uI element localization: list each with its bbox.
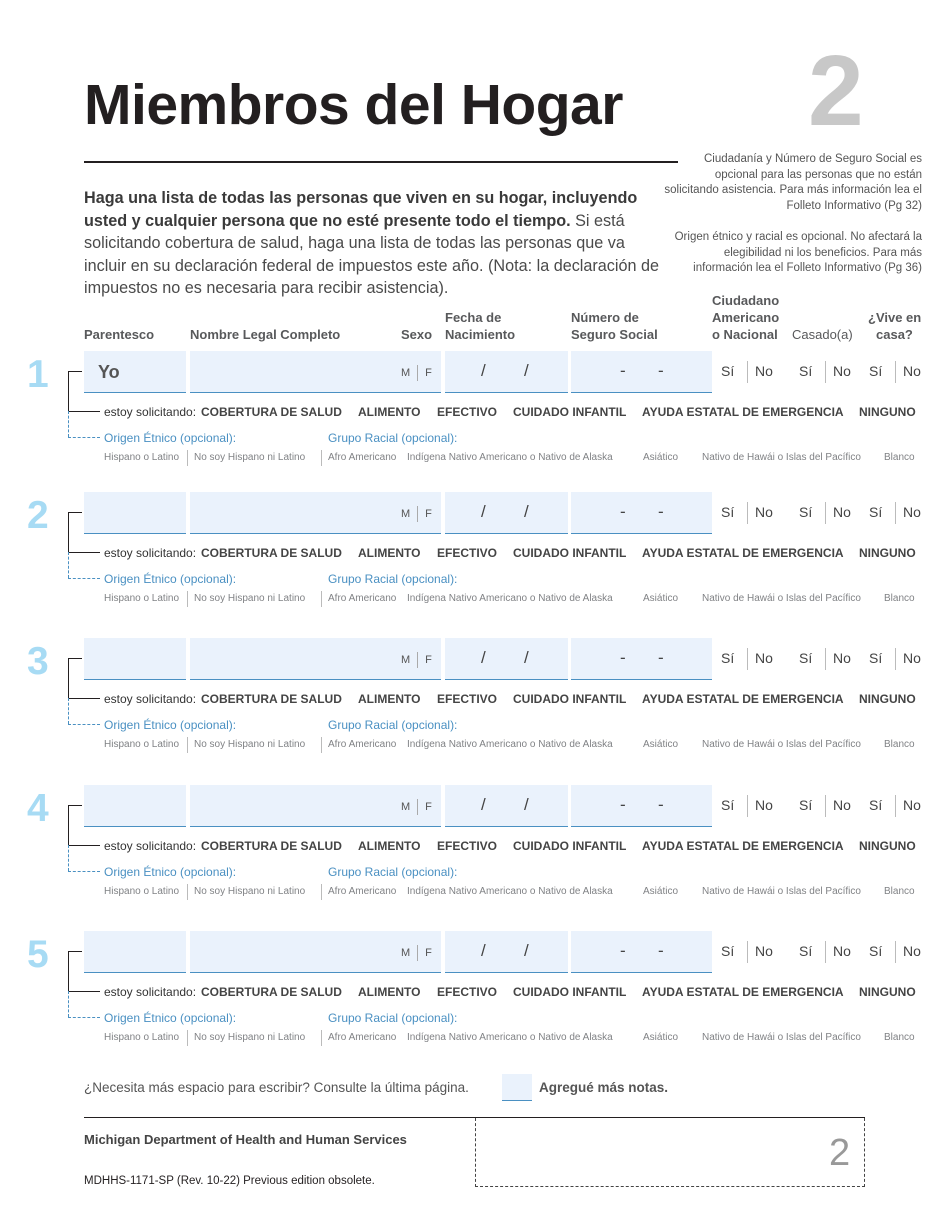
lives-yes-option[interactable]: Sí	[869, 650, 883, 666]
relationship-field[interactable]	[84, 931, 186, 973]
ethnic-origin-label: Origen Étnico (opcional):	[104, 572, 237, 586]
sex-selector[interactable]	[401, 506, 432, 522]
program-option[interactable]: EFECTIVO	[437, 985, 498, 999]
lives-yes-option[interactable]: Sí	[869, 363, 883, 379]
program-option[interactable]: ALIMENTO	[358, 405, 421, 419]
ethnic-option[interactable]: Hispano o Latino	[104, 1032, 180, 1043]
ethnic-option[interactable]: Hispano o Latino	[104, 886, 180, 897]
race-option[interactable]: Asiático	[643, 1032, 679, 1043]
row-bracket-bottom	[68, 552, 100, 553]
sex-selector[interactable]	[401, 652, 432, 668]
origin-connector-h	[68, 437, 100, 438]
race-option[interactable]: Blanco	[884, 739, 915, 750]
col-citizen-3: o Nacional	[712, 327, 778, 342]
lives-yes-option[interactable]: Sí	[869, 504, 883, 520]
applying-label: estoy solicitando:	[104, 546, 197, 560]
program-option[interactable]: AYUDA ESTATAL DE EMERGENCIA	[642, 839, 844, 853]
ethnic-option[interactable]: No soy Hispano ni Latino	[194, 452, 306, 463]
programs-row	[104, 985, 924, 1001]
ethnic-option[interactable]: Hispano o Latino	[104, 739, 180, 750]
citizen-no-option[interactable]: No	[755, 797, 773, 813]
title-divider	[84, 161, 678, 163]
racial-group-label: Grupo Racial (opcional):	[328, 718, 458, 732]
col-citizen-2: Americano	[712, 310, 780, 325]
lives-no-option[interactable]: No	[903, 797, 921, 813]
married-no-option[interactable]: No	[833, 504, 851, 520]
form-number: MDHHS-1171-SP (Rev. 10-22) Previous edition obsolete.	[84, 1175, 375, 1187]
more-space-text: ¿Necesita más espacio para escribir? Consulte la última página.	[84, 1080, 469, 1095]
program-option[interactable]: AYUDA ESTATAL DE EMERGENCIA	[642, 405, 844, 419]
program-option[interactable]: CUIDADO INFANTIL	[513, 985, 627, 999]
yes-no-separator	[895, 941, 896, 963]
race-option[interactable]: Indígena Nativo Americano o Nativo de Alaska	[407, 452, 613, 463]
origin-connector	[68, 991, 69, 1017]
race-option[interactable]: Afro Americano	[328, 886, 397, 897]
footer-page-number: 2	[829, 1132, 851, 1174]
option-separator	[187, 450, 188, 466]
dob-field[interactable]	[445, 351, 568, 393]
origin-connector	[68, 698, 69, 724]
citizen-no-option[interactable]: No	[755, 650, 773, 666]
origin-connector-h	[68, 871, 100, 872]
origin-connector	[68, 411, 69, 437]
citizenship-note: Ciudadanía y Número de Seguro Social es opcional para las personas que no están solicitando asistencia. Para más información lea el Folleto Informativo (Pg 32)	[664, 153, 922, 212]
program-option[interactable]: COBERTURA DE SALUD	[201, 546, 342, 560]
racial-group-label: Grupo Racial (opcional):	[328, 1011, 458, 1025]
relationship-field[interactable]	[84, 638, 186, 680]
option-separator	[321, 737, 322, 753]
citizen-no-option[interactable]: No	[755, 943, 773, 959]
sex-separator	[417, 945, 418, 961]
member-number: 5	[27, 933, 49, 976]
sex-m-option[interactable]: M	[401, 366, 411, 379]
ssn-dash: -	[658, 502, 664, 521]
yes-no-separator	[895, 648, 896, 670]
yes-no-separator	[895, 502, 896, 524]
lives-no-option[interactable]: No	[903, 504, 921, 520]
ethnic-option[interactable]: No soy Hispano ni Latino	[194, 886, 306, 897]
option-separator	[187, 884, 188, 900]
department-name: Michigan Department of Health and Human Services	[84, 1132, 407, 1147]
race-option[interactable]: Indígena Nativo Americano o Nativo de Alaska	[407, 593, 613, 604]
sex-m-option[interactable]: M	[401, 800, 411, 813]
col-ssn-2: Seguro Social	[571, 327, 658, 342]
race-option[interactable]: Nativo de Hawái o Islas del Pacífico	[702, 452, 861, 463]
row-bracket-bottom	[68, 698, 100, 699]
ssn-field[interactable]	[571, 785, 712, 827]
sex-f-option[interactable]: F	[425, 507, 432, 520]
married-no-option[interactable]: No	[833, 363, 851, 379]
yes-no-separator	[825, 648, 826, 670]
ethnic-origin-label: Origen Étnico (opcional):	[104, 431, 237, 445]
lives-no-option[interactable]: No	[903, 363, 921, 379]
applying-label: estoy solicitando:	[104, 839, 197, 853]
married-yes-option[interactable]: Sí	[799, 650, 813, 666]
yes-no-separator	[747, 648, 748, 670]
intro-bold: Haga una lista de todas las personas que viven en su hogar, incluyendo usted y cualquier persona que no esté presente todo el tiempo.	[84, 189, 638, 230]
col-married: Casado(a)	[792, 327, 853, 342]
programs-row	[104, 546, 924, 562]
sex-separator	[417, 799, 418, 815]
ethnic-option[interactable]: Hispano o Latino	[104, 452, 180, 463]
sex-f-option[interactable]: F	[425, 366, 432, 379]
sex-m-option[interactable]: M	[401, 946, 411, 959]
race-option[interactable]: Indígena Nativo Americano o Nativo de Alaska	[407, 1032, 613, 1043]
member-number: 2	[27, 494, 49, 537]
program-option[interactable]: AYUDA ESTATAL DE EMERGENCIA	[642, 985, 844, 999]
ssn-dash: -	[658, 941, 664, 960]
row-bracket	[68, 805, 82, 845]
option-separator	[187, 1030, 188, 1046]
ethnic-origin-label: Origen Étnico (opcional):	[104, 1011, 237, 1025]
ssn-dash: -	[620, 648, 626, 667]
office-use-box	[475, 1118, 865, 1187]
sex-f-option[interactable]: F	[425, 800, 432, 813]
married-yes-option[interactable]: Sí	[799, 363, 813, 379]
program-option[interactable]: CUIDADO INFANTIL	[513, 405, 627, 419]
ssn-dash: -	[620, 795, 626, 814]
ssn-dash: -	[620, 361, 626, 380]
program-option[interactable]: EFECTIVO	[437, 839, 498, 853]
yes-no-separator	[895, 361, 896, 383]
date-slash: /	[524, 648, 529, 667]
race-option[interactable]: Blanco	[884, 452, 915, 463]
lives-no-option[interactable]: No	[903, 943, 921, 959]
race-option[interactable]: Afro Americano	[328, 1032, 397, 1043]
added-notes-checkbox[interactable]	[502, 1074, 532, 1101]
origin-connector	[68, 552, 69, 578]
program-option[interactable]: NINGUNO	[859, 405, 916, 419]
page-title: Miembros del Hogar	[84, 73, 623, 137]
program-option[interactable]: ALIMENTO	[358, 546, 421, 560]
racial-group-label: Grupo Racial (opcional):	[328, 572, 458, 586]
sex-m-option[interactable]: M	[401, 653, 411, 666]
programs-row	[104, 405, 924, 421]
program-option[interactable]: COBERTURA DE SALUD	[201, 405, 342, 419]
program-option[interactable]: NINGUNO	[859, 839, 916, 853]
yes-no-separator	[825, 941, 826, 963]
relationship-value: Yo	[98, 362, 120, 382]
citizen-yes-option[interactable]: Sí	[721, 363, 735, 379]
option-separator	[321, 591, 322, 607]
program-option[interactable]: NINGUNO	[859, 985, 916, 999]
origin-connector-h	[68, 578, 100, 579]
member-number: 4	[27, 787, 49, 830]
origin-connector-h	[68, 1017, 100, 1018]
race-option[interactable]: Asiático	[643, 452, 679, 463]
program-option[interactable]: EFECTIVO	[437, 546, 498, 560]
program-option[interactable]: ALIMENTO	[358, 985, 421, 999]
member-number: 3	[27, 640, 49, 683]
program-option[interactable]: ALIMENTO	[358, 839, 421, 853]
program-option[interactable]: CUIDADO INFANTIL	[513, 546, 627, 560]
col-dob-1: Fecha de	[445, 310, 502, 325]
race-option[interactable]: Nativo de Hawái o Islas del Pacífico	[702, 886, 861, 897]
race-option[interactable]: Nativo de Hawái o Islas del Pacífico	[702, 1032, 861, 1043]
option-separator	[321, 1030, 322, 1046]
relationship-field[interactable]	[84, 785, 186, 827]
ssn-field[interactable]	[571, 351, 712, 393]
date-slash: /	[481, 648, 486, 667]
citizen-yes-option[interactable]: Sí	[721, 504, 735, 520]
intro-text	[84, 187, 664, 300]
intro-rest: Si está solicitando cobertura de salud, haga una lista de todas las personas que va incluir en su declaración federal de impuestos este año. (Nota: la declaración de impuestos no es necesaria para recibir asistencia).	[84, 211, 659, 297]
married-yes-option[interactable]: Sí	[799, 943, 813, 959]
row-bracket-bottom	[68, 411, 100, 412]
section-number: 2	[808, 35, 864, 147]
yes-no-separator	[825, 502, 826, 524]
citizen-yes-option[interactable]: Sí	[721, 797, 735, 813]
dob-field[interactable]	[445, 931, 568, 973]
relationship-field[interactable]	[84, 351, 186, 393]
row-bracket	[68, 512, 82, 552]
race-option[interactable]: Afro Americano	[328, 593, 397, 604]
option-separator	[321, 450, 322, 466]
col-lives-2: casa?	[876, 327, 913, 342]
race-option[interactable]: Asiático	[643, 593, 679, 604]
married-no-option[interactable]: No	[833, 650, 851, 666]
applying-label: estoy solicitando:	[104, 985, 197, 999]
origin-connector	[68, 845, 69, 871]
citizen-no-option[interactable]: No	[755, 504, 773, 520]
date-slash: /	[524, 795, 529, 814]
ethnic-origin-label: Origen Étnico (opcional):	[104, 718, 237, 732]
married-no-option[interactable]: No	[833, 797, 851, 813]
ethnic-origin-label: Origen Étnico (opcional):	[104, 865, 237, 879]
program-option[interactable]: EFECTIVO	[437, 405, 498, 419]
yes-no-separator	[895, 795, 896, 817]
program-option[interactable]: COBERTURA DE SALUD	[201, 839, 342, 853]
yes-no-separator	[825, 795, 826, 817]
member-number: 1	[27, 353, 49, 396]
ssn-field[interactable]	[571, 931, 712, 973]
program-option[interactable]: AYUDA ESTATAL DE EMERGENCIA	[642, 692, 844, 706]
ethnic-option[interactable]: No soy Hispano ni Latino	[194, 593, 306, 604]
col-lives-1: ¿Vive en	[868, 310, 922, 325]
row-bracket-bottom	[68, 845, 100, 846]
race-option[interactable]: Nativo de Hawái o Islas del Pacífico	[702, 593, 861, 604]
program-option[interactable]: COBERTURA DE SALUD	[201, 692, 342, 706]
yes-no-separator	[747, 502, 748, 524]
ethnic-option[interactable]: No soy Hispano ni Latino	[194, 739, 306, 750]
race-option[interactable]: Blanco	[884, 1032, 915, 1043]
sex-selector[interactable]	[401, 365, 432, 381]
race-option[interactable]: Asiático	[643, 739, 679, 750]
date-slash: /	[481, 795, 486, 814]
citizen-no-option[interactable]: No	[755, 363, 773, 379]
program-option[interactable]: COBERTURA DE SALUD	[201, 985, 342, 999]
program-option[interactable]: ALIMENTO	[358, 692, 421, 706]
sex-f-option[interactable]: F	[425, 653, 432, 666]
row-bracket	[68, 951, 82, 991]
ethnic-option[interactable]: Hispano o Latino	[104, 593, 180, 604]
ssn-dash: -	[658, 361, 664, 380]
date-slash: /	[524, 361, 529, 380]
sex-m-option[interactable]: M	[401, 507, 411, 520]
program-option[interactable]: AYUDA ESTATAL DE EMERGENCIA	[642, 546, 844, 560]
married-yes-option[interactable]: Sí	[799, 504, 813, 520]
dob-field[interactable]	[445, 638, 568, 680]
yes-no-separator	[747, 361, 748, 383]
racial-group-label: Grupo Racial (opcional):	[328, 431, 458, 445]
col-citizen-1: Ciudadano	[712, 293, 780, 308]
applying-label: estoy solicitando:	[104, 692, 197, 706]
sex-separator	[417, 652, 418, 668]
ethnic-note: Origen étnico y racial es opcional. No afectará la elegibilidad ni los beneficios. Para más información lea el Folleto Informativo (Pg 36)	[674, 231, 922, 274]
date-slash: /	[524, 941, 529, 960]
program-option[interactable]: NINGUNO	[859, 546, 916, 560]
date-slash: /	[481, 502, 486, 521]
date-slash: /	[481, 361, 486, 380]
dob-field[interactable]	[445, 785, 568, 827]
applying-label: estoy solicitando:	[104, 405, 197, 419]
married-no-option[interactable]: No	[833, 943, 851, 959]
yes-no-separator	[747, 795, 748, 817]
race-option[interactable]: Nativo de Hawái o Islas del Pacífico	[702, 739, 861, 750]
married-yes-option[interactable]: Sí	[799, 797, 813, 813]
ssn-dash: -	[620, 502, 626, 521]
option-separator	[187, 591, 188, 607]
sex-selector[interactable]	[401, 799, 432, 815]
sex-selector[interactable]	[401, 945, 432, 961]
race-option[interactable]: Afro Americano	[328, 739, 397, 750]
dob-field[interactable]	[445, 492, 568, 534]
program-option[interactable]: EFECTIVO	[437, 692, 498, 706]
ethnic-option[interactable]: No soy Hispano ni Latino	[194, 1032, 306, 1043]
row-bracket-bottom	[68, 991, 100, 992]
sex-separator	[417, 506, 418, 522]
row-bracket	[68, 371, 82, 411]
origin-connector-h	[68, 724, 100, 725]
date-slash: /	[481, 941, 486, 960]
ssn-dash: -	[658, 795, 664, 814]
option-separator	[187, 737, 188, 753]
race-option[interactable]: Afro Americano	[328, 452, 397, 463]
programs-row	[104, 692, 924, 708]
col-relationship: Parentesco	[84, 327, 155, 342]
programs-row	[104, 839, 924, 855]
ssn-dash: -	[658, 648, 664, 667]
date-slash: /	[524, 502, 529, 521]
race-option[interactable]: Asiático	[643, 886, 679, 897]
yes-no-separator	[747, 941, 748, 963]
yes-no-separator	[825, 361, 826, 383]
col-ssn-1: Número de	[571, 310, 639, 325]
citizen-yes-option[interactable]: Sí	[721, 650, 735, 666]
racial-group-label: Grupo Racial (opcional):	[328, 865, 458, 879]
program-option[interactable]: CUIDADO INFANTIL	[513, 692, 627, 706]
sex-f-option[interactable]: F	[425, 946, 432, 959]
col-name: Nombre Legal Completo	[190, 327, 341, 342]
lives-no-option[interactable]: No	[903, 650, 921, 666]
added-notes-label: Agregué más notas.	[539, 1080, 669, 1095]
program-option[interactable]: CUIDADO INFANTIL	[513, 839, 627, 853]
program-option[interactable]: NINGUNO	[859, 692, 916, 706]
lives-yes-option[interactable]: Sí	[869, 797, 883, 813]
col-dob-2: Nacimiento	[445, 327, 516, 342]
sex-separator	[417, 365, 418, 381]
race-option[interactable]: Blanco	[884, 593, 915, 604]
relationship-field[interactable]	[84, 492, 186, 534]
citizen-yes-option[interactable]: Sí	[721, 943, 735, 959]
race-option[interactable]: Indígena Nativo Americano o Nativo de Alaska	[407, 739, 613, 750]
lives-yes-option[interactable]: Sí	[869, 943, 883, 959]
ssn-field[interactable]	[571, 638, 712, 680]
race-option[interactable]: Blanco	[884, 886, 915, 897]
col-sex: Sexo	[401, 327, 433, 342]
ssn-dash: -	[620, 941, 626, 960]
ssn-field[interactable]	[571, 492, 712, 534]
option-separator	[321, 884, 322, 900]
row-bracket	[68, 658, 82, 698]
race-option[interactable]: Indígena Nativo Americano o Nativo de Alaska	[407, 886, 613, 897]
